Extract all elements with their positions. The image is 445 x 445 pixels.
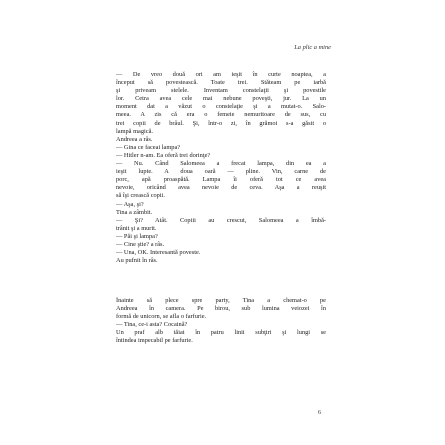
text-line: — Şi? Atât. Copiii au crescut, Salomeea a îmbă- bbox=[116, 216, 326, 224]
page-number: 6 bbox=[318, 410, 321, 416]
text-line: întindea impecabil pe farfurie. bbox=[116, 337, 193, 345]
text-line: Au pufnit în râs. bbox=[116, 257, 158, 265]
text-line: — Gina ce faceai lampa? bbox=[116, 143, 181, 151]
text-line: — Nu. Când Salomeea a frecat lampa, din ea a bbox=[116, 160, 326, 168]
running-title: La plic a mine bbox=[294, 44, 331, 51]
text-line: Un praf alb tăiat în patru linii subţiri şi lungi se bbox=[116, 329, 326, 337]
text-line: să îşi crească copii. bbox=[116, 192, 165, 200]
text-line: — Una, OK. Interesantă poveste. bbox=[116, 249, 201, 257]
text-line: moment dat a văzut o constelaţie şi a mutat-o. Salo- bbox=[116, 103, 326, 111]
text-block-lower bbox=[116, 297, 326, 346]
text-line: Andreea în camera. Pe birou, sub lumina veiozei în bbox=[116, 305, 326, 313]
text-line: lampă magică. bbox=[116, 127, 153, 135]
text-line: început să povestească. Toate trei. Stăteam pe iarbă bbox=[116, 79, 326, 87]
text-line: meea. A zis că era o femeie nemuritoare de sus, cu bbox=[116, 111, 326, 119]
text-line: trânit şi a murit. bbox=[116, 224, 157, 232]
text-line: ieşit lupte. A doua oară — pline. Vin, carne de bbox=[116, 168, 326, 176]
text-line: şi priveam stelele. Inventam constelaţii şi povestile bbox=[116, 87, 326, 95]
text-line: nevoie, oricând avea nevoie de ceva. Aşa a reuşit bbox=[116, 184, 326, 192]
text-line: — Tina, ce-i asta? Cocaină? bbox=[116, 321, 188, 329]
text-line: Înainte să plece spre party, Tina a chemat-o pe bbox=[116, 297, 326, 304]
text-line: — Aşa, şi? bbox=[116, 200, 144, 208]
text-line: Andreea a râs. bbox=[116, 135, 153, 143]
text-line: — Cine ştie? a râs. bbox=[116, 240, 165, 248]
text-line: lor. Cetra avea cele mai nebune poveşti, jur. La un bbox=[116, 95, 326, 103]
text-line: Tina a zâmbit. bbox=[116, 208, 153, 216]
text-block-upper bbox=[116, 71, 326, 265]
text-line: — Păi şi lampa? bbox=[116, 232, 158, 240]
text-line: porc, apă proaspătă. Lampa îi oferă tot ce avea bbox=[116, 176, 326, 184]
text-line: trei copii de brâul. Şi, într-o zi, în grămoi s-a găsit o bbox=[116, 119, 326, 127]
text-line: — De vreo două ori am ieşit în curte noaptea, a bbox=[116, 71, 326, 78]
text-line: formă de unicorn, se afla o farfurie. bbox=[116, 313, 207, 321]
text-line: — Hitler n-am. Ea oferă trei dorinţe? bbox=[116, 151, 211, 159]
